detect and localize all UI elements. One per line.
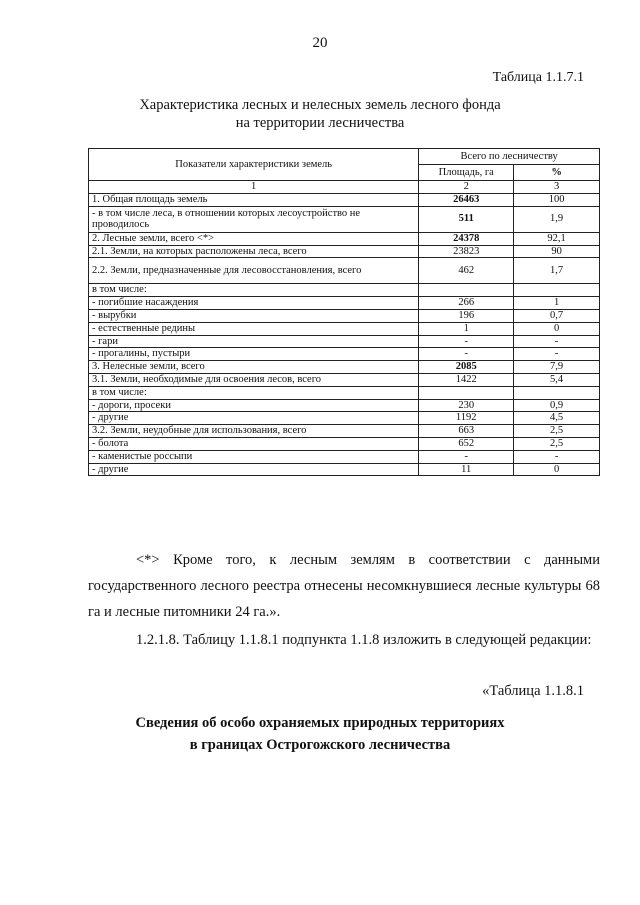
table-row <box>89 232 600 245</box>
row-area <box>419 386 514 399</box>
table-row <box>89 386 600 399</box>
row-area: 230 <box>419 399 514 412</box>
column-numbers-row <box>89 181 600 194</box>
row-label: 3. Нелесные земли, всего <box>89 361 419 374</box>
row-area: - <box>419 348 514 361</box>
column-number: 1 <box>89 181 419 194</box>
row-area: 511 <box>419 206 514 232</box>
column-number: 3 <box>514 181 600 194</box>
header-area: Площадь, га <box>419 165 514 181</box>
row-label: - другие <box>89 463 419 476</box>
header-indicators: Показатели характеристики земель <box>89 149 419 181</box>
row-percent: 1,9 <box>514 206 600 232</box>
table-row <box>89 373 600 386</box>
next-table-title-line2: в границах Острогожского лесничества <box>189 737 451 753</box>
table-row <box>89 335 600 348</box>
row-area: 23823 <box>419 245 514 258</box>
row-area <box>419 284 514 297</box>
row-area: - <box>419 450 514 463</box>
row-percent: 0,9 <box>514 399 600 412</box>
row-area: 1422 <box>419 373 514 386</box>
row-label: 3.1. Земли, необходимые для освоения лесов, всего <box>89 373 419 386</box>
footnote: <*> Кроме того, к лесным землям в соответствии с данными государственного лесного реестра отнесены несомкнувшиеся лесные культуры 68 га и лесные питомники 24 га.». <box>88 552 600 620</box>
row-label: - естественные редины <box>89 322 419 335</box>
row-percent: - <box>514 450 600 463</box>
page-number: 20 <box>312 35 328 51</box>
next-table-title <box>0 712 640 756</box>
row-label: в том числе: <box>89 386 419 399</box>
row-label: - гари <box>89 335 419 348</box>
row-area: 266 <box>419 297 514 310</box>
table-row <box>89 245 600 258</box>
row-area: 24378 <box>419 232 514 245</box>
next-table-title-line1: Сведения об особо охраняемых природных территориях <box>135 715 505 731</box>
row-area: 1192 <box>419 412 514 425</box>
row-label: 3.2. Земли, неудобные для использования, всего <box>89 425 419 438</box>
table-body <box>89 194 600 476</box>
row-label: - дороги, просеки <box>89 399 419 412</box>
row-percent: 90 <box>514 245 600 258</box>
row-percent: - <box>514 348 600 361</box>
row-percent: 2,5 <box>514 437 600 450</box>
header-percent: % <box>514 165 600 181</box>
row-area: 1 <box>419 322 514 335</box>
row-percent <box>514 386 600 399</box>
row-label: - вырубки <box>89 309 419 322</box>
row-area: 11 <box>419 463 514 476</box>
row-label: 2. Лесные земли, всего <*> <box>89 232 419 245</box>
row-label: 1. Общая площадь земель <box>89 194 419 207</box>
row-label: - погибшие насаждения <box>89 297 419 310</box>
row-percent: 92,1 <box>514 232 600 245</box>
row-label: - другие <box>89 412 419 425</box>
row-percent: 100 <box>514 194 600 207</box>
row-label: в том числе: <box>89 284 419 297</box>
land-characteristics-table <box>88 148 600 476</box>
table-row <box>89 194 600 207</box>
row-area: 2085 <box>419 361 514 374</box>
row-percent <box>514 284 600 297</box>
row-percent: 7,9 <box>514 361 600 374</box>
next-table-label: «Таблица 1.1.8.1 <box>482 683 584 699</box>
row-area: 26463 <box>419 194 514 207</box>
table-row <box>89 463 600 476</box>
table-row <box>89 399 600 412</box>
row-label: - болота <box>89 437 419 450</box>
table-row <box>89 322 600 335</box>
amendment-paragraph: 1.2.1.8. Таблицу 1.1.8.1 подпункта 1.1.8 изложить в следующей редакции: <box>136 632 592 648</box>
row-percent: 0 <box>514 322 600 335</box>
row-area: 462 <box>419 258 514 284</box>
table-row <box>89 258 600 284</box>
row-percent: 0 <box>514 463 600 476</box>
table-row <box>89 348 600 361</box>
row-percent: 1,7 <box>514 258 600 284</box>
header-total: Всего по лесничеству <box>419 149 600 165</box>
table-title <box>0 96 640 132</box>
table-row <box>89 284 600 297</box>
table-row <box>89 361 600 374</box>
row-area: 663 <box>419 425 514 438</box>
row-percent: 1 <box>514 297 600 310</box>
table-row <box>89 450 600 463</box>
row-percent: 2,5 <box>514 425 600 438</box>
row-area: - <box>419 335 514 348</box>
row-percent: 4,5 <box>514 412 600 425</box>
row-area: 196 <box>419 309 514 322</box>
table-row <box>89 425 600 438</box>
row-area: 652 <box>419 437 514 450</box>
table-row <box>89 437 600 450</box>
table-row <box>89 297 600 310</box>
row-percent: - <box>514 335 600 348</box>
row-label: - каменистые россыпи <box>89 450 419 463</box>
row-label: - прогалины, пустыри <box>89 348 419 361</box>
table-row <box>89 309 600 322</box>
row-label: - в том числе леса, в отношении которых лесоустройство не проводилось <box>89 206 419 232</box>
column-number: 2 <box>419 181 514 194</box>
row-label: 2.1. Земли, на которых расположены леса, всего <box>89 245 419 258</box>
row-percent: 0,7 <box>514 309 600 322</box>
table-title-line2: на территории лесничества <box>235 115 405 131</box>
table-label: Таблица 1.1.7.1 <box>492 70 584 85</box>
table-title-line1: Характеристика лесных и нелесных земель лесного фонда <box>139 97 501 113</box>
row-percent: 5,4 <box>514 373 600 386</box>
row-label: 2.2. Земли, предназначенные для лесовосстановления, всего <box>89 258 419 284</box>
table-row <box>89 206 600 232</box>
table-row <box>89 412 600 425</box>
